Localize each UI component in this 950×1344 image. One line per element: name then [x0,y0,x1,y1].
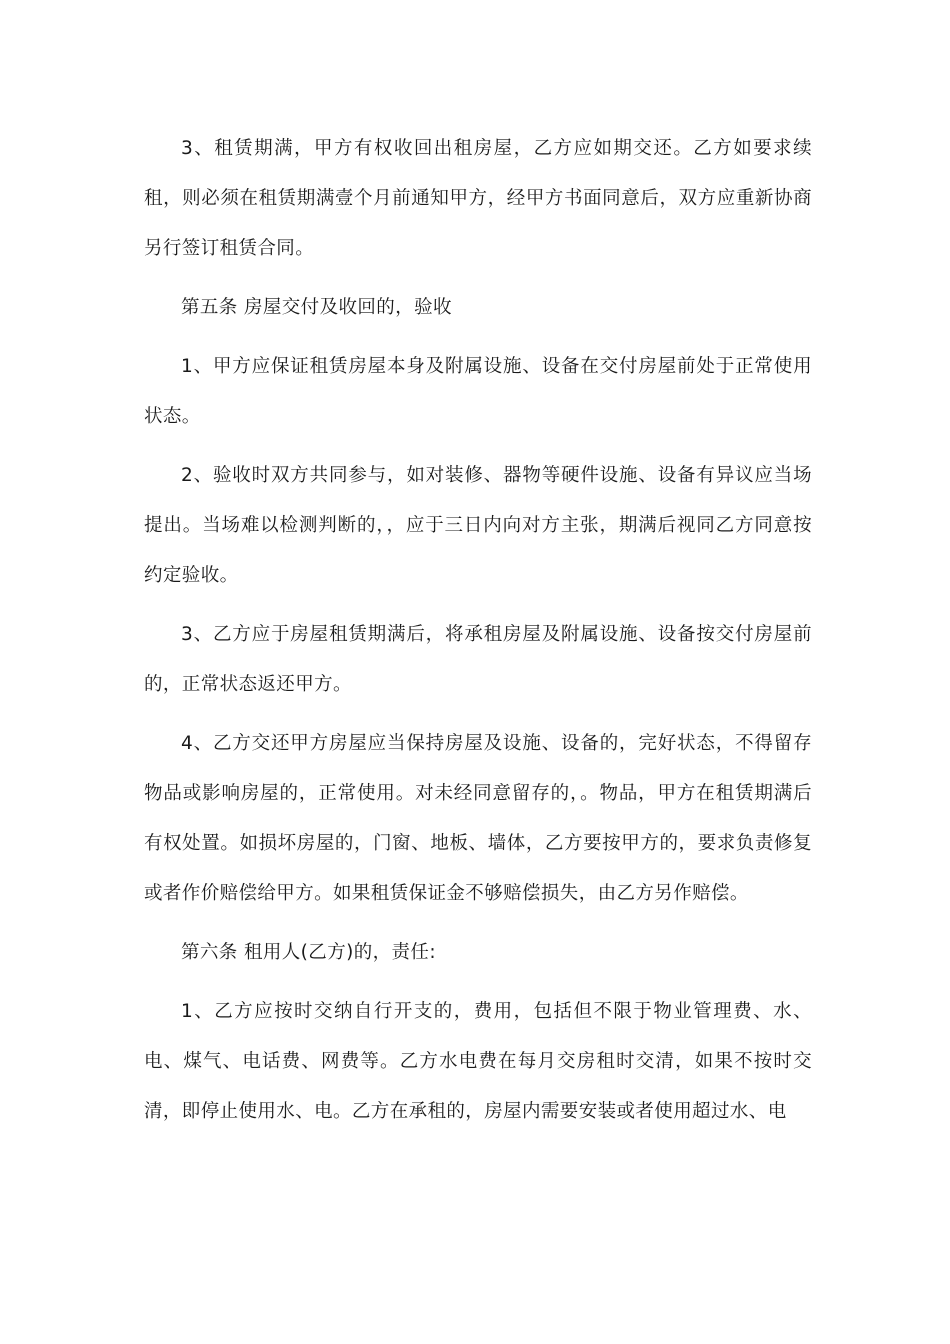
paragraph-clause-4-condition: 4、乙方交还甲方房屋应当保持房屋及设施、设备的，完好状态，不得留存物品或影响房屋的，正常使用。对未经同意留存的，。物品，甲方在租赁期满后有权处置。如损坏房屋的，门窗、地板、墙体，乙方要按甲方的，要求负责修复或者作价赔偿给甲方。如果租赁保证金不够赔偿损失，由乙方另作赔偿。 [144,733,812,904]
paragraph-clause-2-inspection: 2、验收时双方共同参与，如对装修、器物等硬件设施、设备有异议应当场提出。当场难以检测判断的，，应于三日内向对方主张，期满后视同乙方同意按约定验收。 [144,465,812,586]
paragraph-clause-1-handover: 1、甲方应保证租赁房屋本身及附属设施、设备在交付房屋前处于正常使用状态。 [144,356,812,427]
heading-article-6: 第六条 租用人(乙方)的，责任: [181,942,436,963]
paragraph-clause-3-return: 3、乙方应于房屋租赁期满后，将承租房屋及附属设施、设备按交付房屋前的，正常状态返还甲方。 [144,624,812,695]
paragraph-clause-1-fees: 1、乙方应按时交纳自行开支的，费用，包括但不限于物业管理费、水、电、煤气、电话费、网费等。乙方水电费在每月交房租时交清，如果不按时交清，即停止使用水、电。乙方在承租的，房屋内需要安装或者使用超过水、电 [144,1001,812,1122]
paragraph-clause-3-lease-expiry: 3、租赁期满，甲方有权收回出租房屋，乙方应如期交还。乙方如要求续租，则必须在租赁期满壹个月前通知甲方，经甲方书面同意后，双方应重新协商另行签订租赁合同。 [144,138,812,259]
heading-article-5: 第五条 房屋交付及收回的，验收 [181,297,452,318]
document-body [144,124,812,1146]
